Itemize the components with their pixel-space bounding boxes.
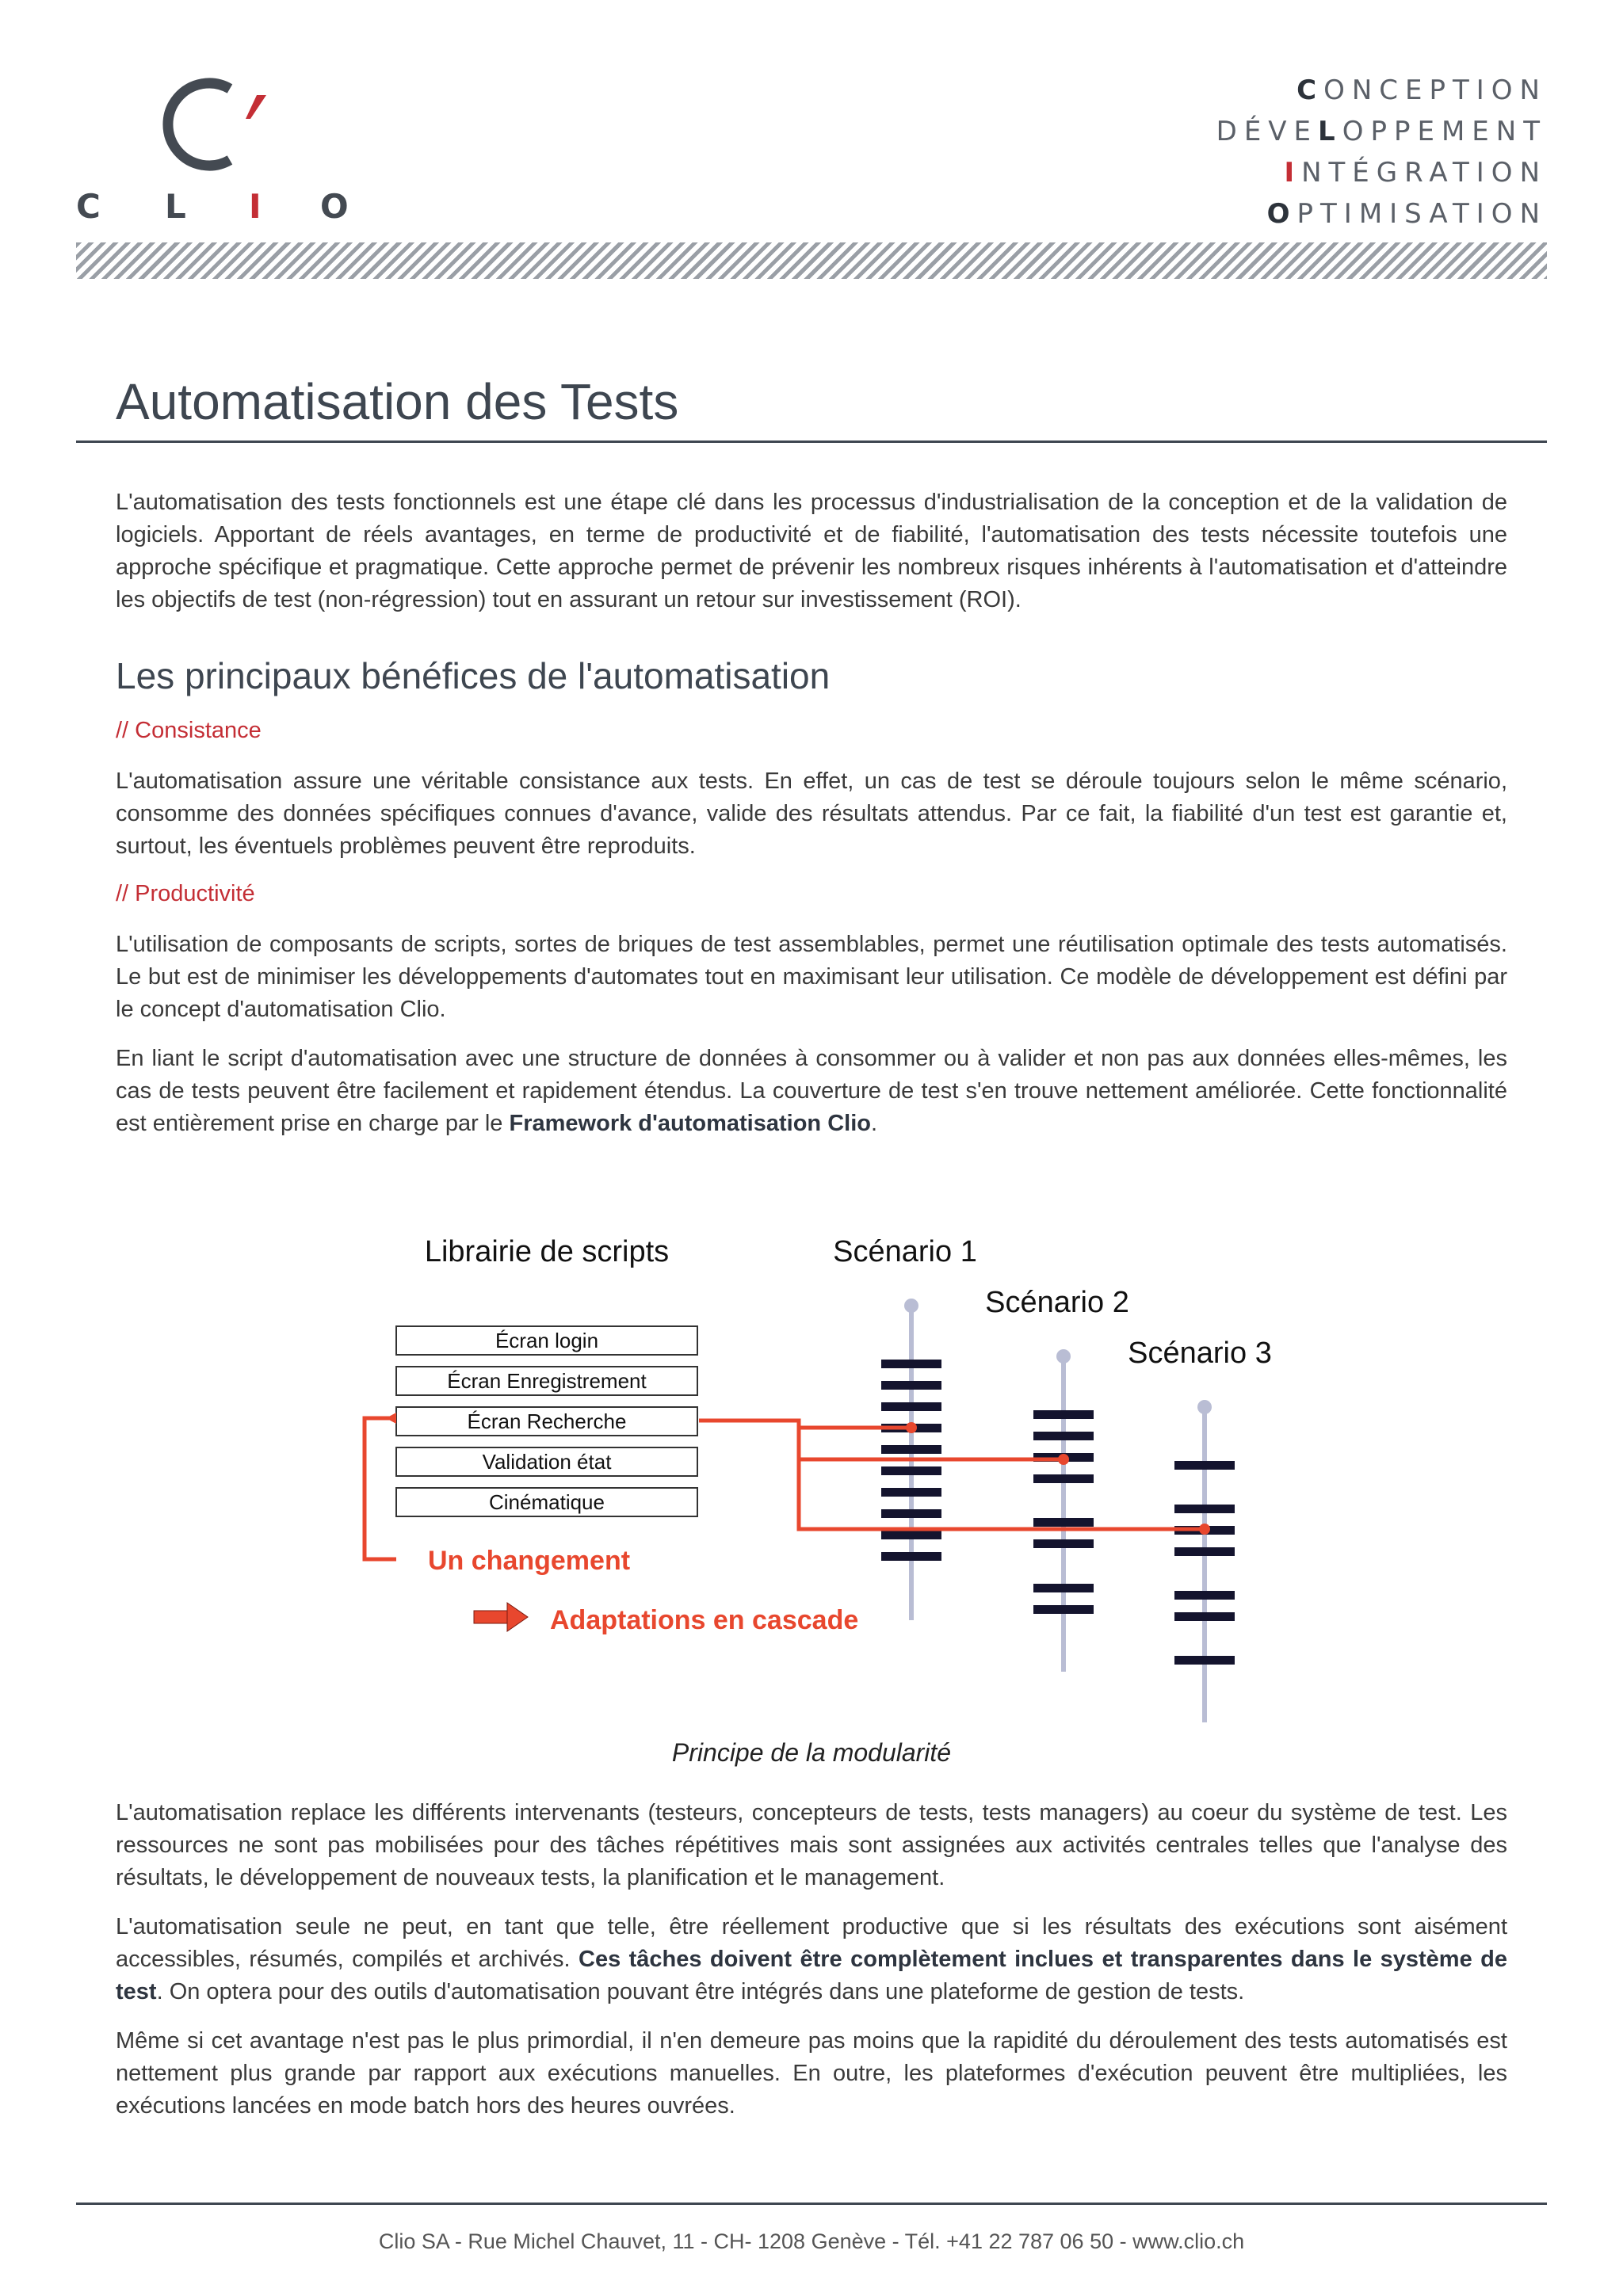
rapidite-paragraph: Même si cet avantage n'est pas le plus primordial, il n'en demeure pas moins que la rapidité du déroulement des tests automatisés est nettement plus grande par rapport aux exécutions manuelles. En outre, les plateformes d'exécution peuvent être multipliées, les exécutions lancées en mode batch hors des heures ouvrées. bbox=[116, 2028, 1507, 2119]
scenario-3-rail bbox=[1174, 1400, 1235, 1722]
change-label: Un changement bbox=[428, 1546, 631, 1576]
link-dot bbox=[906, 1422, 917, 1433]
page-title: Automatisation des Tests bbox=[116, 373, 679, 430]
productivite-paragraph-2: En liant le script d'automatisation avec une structure de données à consommer ou à valider et non pas aux données elles-mêmes, les cas de tests peuvent être facilement et rapidement étendus. La couverture de test s'en trouve nettement améliorée. Cette fonctionnalité est entièrement prise en charge par le Framework d'automatisation Clio. bbox=[116, 1046, 1507, 1136]
logo-letter-l: L bbox=[165, 187, 186, 226]
integration-emphasis: Ces tâches doivent être complètement inclues et transparentes dans le système de test bbox=[116, 1947, 1507, 2004]
script-label: Cinématique bbox=[489, 1490, 605, 1514]
testeurs-paragraph: L'automatisation replace les différents intervenants (testeurs, concepteurs de tests, tests managers) au coeur du système de test. Les ressources ne sont pas mobilisées pour des tâches répétitives mais sont assignées aux activités centrales telles que l'analyse des résultats, le développement de nouveaux tests, la planification et le management. bbox=[116, 1800, 1507, 1890]
script-box bbox=[396, 1367, 697, 1395]
link-dot bbox=[1058, 1454, 1069, 1465]
propagation-lines bbox=[699, 1421, 1205, 1529]
script-label: Écran Enregistrement bbox=[447, 1369, 647, 1393]
consistance-paragraph: L'automatisation assure une véritable consistance aux tests. En effet, un cas de test se déroule toujours selon le même scénario, consomme des données spécifiques connues d'avance, valide des résultats attendus. Par ce fait, la fiabilité d'un test est garantie et, surtout, les éventuels problèmes peuvent être reproduits. bbox=[116, 769, 1507, 859]
logo-letter-c: C bbox=[76, 187, 101, 226]
change-loop-arrow bbox=[365, 1413, 396, 1559]
scenario-title: Scénario 3 bbox=[1128, 1337, 1272, 1370]
footer-divider bbox=[76, 2203, 1547, 2205]
tagline-conception: CONCEPTION bbox=[1296, 74, 1547, 106]
link-dot bbox=[1199, 1524, 1210, 1535]
framework-emphasis: Framework d'automatisation Clio bbox=[509, 1111, 871, 1136]
resultats-paragraph: L'automatisation seule ne peut, en tant que telle, être réellement productive que si les résultats des exécutions sont aisément accessibles, résumés, compilés et archivés. Ces tâches doivent être complètement inclues et transparentes dans le système de test. On optera pour des outils d'automatisation pouvant être intégrés dans une plateforme de gestion de tests. bbox=[116, 1914, 1507, 2004]
script-box bbox=[396, 1407, 697, 1436]
header-hatch-band bbox=[76, 242, 1547, 279]
intro-paragraph: L'automatisation des tests fonctionnels est une étape clé dans les processus d'industrialisation de la conception et de la validation de logiciels. Apportant de réels avantages, en terme de productivité et de fiabilité, l'automatisation des tests nécessite toutefois une approche spécifique et pragmatique. Cette approche permet de prévenir les nombreux risques inhérents à l'automatisation et d'atteindre les objectifs de test (non-régression) tout en assurant un retour sur investissement (ROI). bbox=[116, 490, 1507, 612]
logo bbox=[0, 0, 475, 238]
tagline-integration: INTÉGRATION bbox=[1284, 157, 1547, 189]
cascade-arrow-icon bbox=[474, 1603, 528, 1631]
productivite-paragraph-1: L'utilisation de composants de scripts, sortes de briques de test assemblables, permet une réutilisation optimale des tests automatisés. Le but est de minimiser les développements d'automates tout en maximisant leur utilisation. Ce modèle de développement est défini par le concept d'automatisation Clio. bbox=[116, 932, 1507, 1022]
script-box bbox=[396, 1447, 697, 1476]
subhead-consistance: // Consistance bbox=[116, 718, 262, 743]
scenario-title: Scénario 2 bbox=[985, 1286, 1129, 1319]
script-label: Écran login bbox=[495, 1329, 599, 1352]
logo-c-mark bbox=[151, 73, 277, 176]
subhead-productivite: // Productivité bbox=[116, 881, 255, 906]
scenario-2-rail bbox=[1033, 1349, 1094, 1672]
scenario-title: Scénario 1 bbox=[833, 1235, 977, 1268]
script-label: Écran Recherche bbox=[467, 1409, 627, 1433]
title-divider bbox=[76, 441, 1547, 443]
script-box bbox=[396, 1488, 697, 1516]
tagline-developpement: DÉVELOPPEMENT bbox=[1216, 116, 1547, 147]
figure-caption: Principe de la modularité bbox=[671, 1738, 952, 1767]
logo-letter-i: I bbox=[249, 187, 262, 226]
script-library bbox=[396, 1326, 697, 1516]
section-heading: Les principaux bénéfices de l'automatisation bbox=[116, 655, 831, 696]
library-title: Librairie de scripts bbox=[424, 1235, 670, 1268]
logo-letter-o: O bbox=[320, 187, 349, 226]
footer-contact: Clio SA - Rue Michel Chauvet, 11 - CH- 1208 Genève - Tél. +41 22 787 06 50 - www.clio.ch bbox=[378, 2229, 1245, 2253]
tagline-optimisation: OPTIMISATION bbox=[1266, 198, 1547, 230]
cascade-label: Adaptations en cascade bbox=[550, 1605, 859, 1635]
script-box bbox=[396, 1326, 697, 1355]
script-label: Validation état bbox=[482, 1450, 612, 1474]
modularity-diagram bbox=[341, 1220, 1323, 1727]
